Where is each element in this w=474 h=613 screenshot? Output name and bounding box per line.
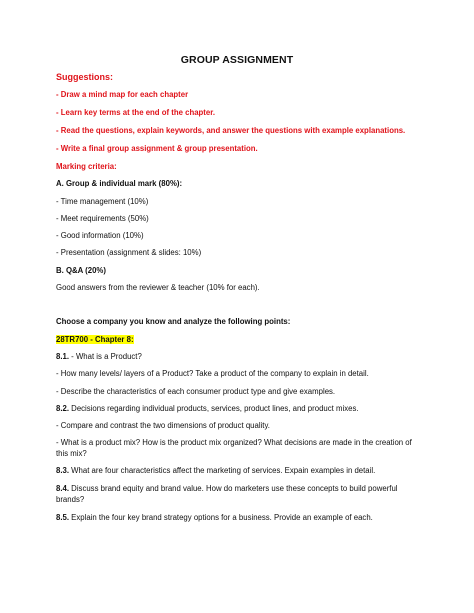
suggestion-item: - Write a final group assignment & group presentation. [56,144,258,153]
question-number: 8.2. [56,404,70,413]
question-text: Decisions regarding individual products, services, product lines, and product mixes. [69,404,359,413]
criteria-item: - Good information (10%) [56,231,144,240]
question-number: 8.5. [56,513,70,522]
question-item: - How many levels/ layers of a Product? Take a product of the company to explain in detail. [56,369,369,378]
suggestions-heading: Suggestions: [56,72,114,82]
suggestion-item: - Draw a mind map for each chapter [56,90,189,99]
question-text: - What is a Product? [69,352,142,361]
question-8-1 [56,351,422,362]
question-text: Explain the four key brand strategy options for a business. Provide an example of each. [69,513,373,522]
suggestion-item: - Learn key terms at the end of the chapter. [56,108,216,117]
group-mark-heading: A. Group & individual mark (80%): [56,179,183,188]
question-number: 8.3. [56,466,70,475]
question-8-2 [56,403,422,414]
question-item: - What is a product mix? How is the product mix organized? What decisions are made in the creation of this mix? [56,438,412,458]
question-8-5 [56,512,422,523]
suggestion-item: - Read the questions, explain keywords, and answer the questions with example explanations. [56,126,406,135]
question-number: 8.4. [56,484,70,493]
page-title: GROUP ASSIGNMENT [180,54,294,66]
question-text: What are four characteristics affect the marketing of services. Expain examples in detail. [69,466,376,475]
question-item: - Describe the characteristics of each consumer product type and give examples. [56,387,336,396]
criteria-item: - Time management (10%) [56,197,149,206]
task-heading: Choose a company you know and analyze the following points: [56,317,291,326]
question-text: Discuss brand equity and brand value. How do marketers use these concepts to build powerful brands? [56,484,398,504]
question-8-3 [56,465,422,476]
criteria-item: - Meet requirements (50%) [56,214,149,223]
marking-heading: Marking criteria: [56,162,117,171]
question-8-4 [56,483,422,505]
qa-text: Good answers from the reviewer & teacher (10% for each). [56,283,260,292]
question-item: - Compare and contrast the two dimensions of product quality. [56,421,270,430]
chapter-label: 28TR700 - Chapter 8: [56,335,134,344]
chapter-label-row [56,334,422,345]
question-number: 8.1. [56,352,70,361]
qa-heading: B. Q&A (20%) [56,266,106,275]
criteria-item: - Presentation (assignment & slides: 10%) [56,248,202,257]
